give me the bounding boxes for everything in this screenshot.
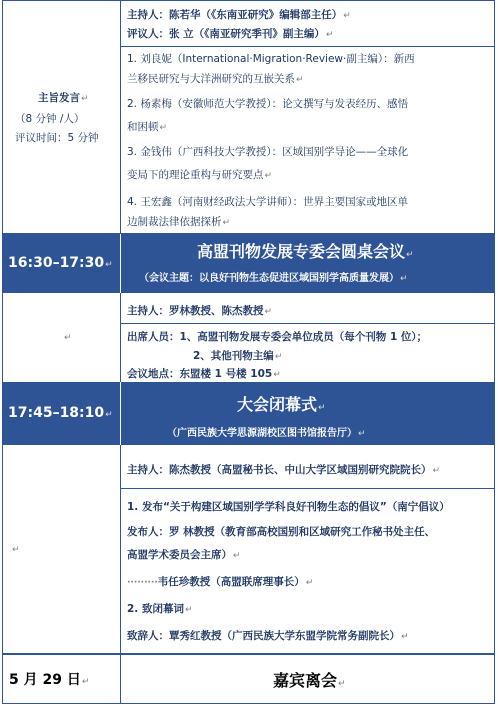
- talk-1-line1: 1. 刘良妮（International·Migration·Review·副主编）：新西: [127, 53, 415, 65]
- keynote-content-cell: [121, 1, 494, 233]
- closing-host: 主持人：陈杰教授（高盟秘书长、中山大学区域国别研究院院长）↵: [127, 464, 441, 476]
- talk-1-line2: 兰移民研究与大洋洲研究的互嵌关系↵: [127, 73, 304, 85]
- closing-detail-row: ↵ 主持人：陈杰教授（高盟秘书长、中山大学区域国别研究院院长）↵ 1. 发布“关于构建区域国别学学科良好刊物生态的倡议”（南宁倡议） 发布人：罗 林教授（教育部高校国别和区域研究工作秘书处主任、 高盟学术委员会主席）↵ ·········韦任珍教授（高盟联席理事长）↵ 2. 致闭幕词↵ 致辞人：覃秀红教授（广西民族大学东盟学院常务副院长）↵: [3, 445, 494, 653]
- schedule-table: [2, 0, 495, 704]
- keynote-reviewer: 评议人：张 立（《南亚研究季刊》副主编）↵: [127, 28, 334, 40]
- farewell-text: 嘉宾离会↵: [273, 671, 346, 690]
- keynote-title: 主旨发言↵: [38, 92, 89, 104]
- keynote-label-cell: [3, 1, 121, 233]
- talk-4-line1: 4. 王宏鑫（河南财经政法大学讲师）：世界主要国家或地区单: [127, 196, 409, 208]
- closing-time: 17:45–18:10↵: [8, 405, 113, 421]
- closing-venue: （广西民族大学思源湖校区图书馆报告厅）↵: [167, 428, 366, 439]
- roundtable-title: 高盟刊物发展专委会圆桌会议↵: [197, 242, 414, 261]
- talk-2-line1: 2. 杨素梅（安徽师范大学教授）：论文撰写与发表经历、感悟: [127, 98, 409, 110]
- keynote-host: 主持人：陈若华（《东南亚研究》编辑部主任）↵: [127, 9, 351, 21]
- roundtable-time: 16:30–17:30↵: [8, 255, 113, 271]
- roundtable-theme: （会议主题：以良好刊物生态促进区域国别学高质量发展）↵: [139, 273, 408, 284]
- keynote-time-rule: （8 分钟 /人）: [15, 113, 85, 125]
- roundtable-venue: 会议地点：东盟楼 1 号楼 105↵: [127, 368, 281, 380]
- talk-2-line2: 和困顿↵: [127, 121, 168, 133]
- review-time-rule: 评议时间：5 分钟: [15, 132, 99, 144]
- farewell-date: 5 月 29 日↵: [9, 672, 90, 688]
- talk-3-line1: 3. 金钱伟（广西科技大学教授）：区域国别学导论——全球化: [127, 146, 409, 158]
- closing-publisher-1b: 高盟学术委员会主席）↵: [127, 549, 241, 561]
- closing-publisher-2: ·········韦任珍教授（高盟联席理事长）↵: [127, 576, 314, 588]
- roundtable-detail-row: ↵ 主持人：罗林教授、陈杰教授↵ 出席人员：1、高盟刊物发展专委会单位成员（每个刊物 1 位）； 2、其他刊物主编↵ 会议地点：东盟楼 1 号楼 105↵: [3, 293, 494, 382]
- closing-title: 大会闭幕式↵: [237, 395, 326, 414]
- closing-item-1: 1. 发布“关于构建区域国别学学科良好刊物生态的倡议”（南宁倡议）: [127, 501, 450, 513]
- talk-3-line2: 变局下的理论重构与研究要点↵: [127, 169, 273, 181]
- talk-4-line2: 边制裁法律依据探析↵: [127, 216, 231, 228]
- closing-item-2: 2. 致闭幕词↵: [127, 603, 193, 615]
- roundtable-attendees: 出席人员：1、高盟刊物发展专委会单位成员（每个刊物 1 位）；: [127, 331, 428, 343]
- roundtable-host: 主持人：罗林教授、陈杰教授↵: [127, 305, 273, 317]
- closing-publisher-1: 发布人：罗 林教授（教育部高校国别和区域研究工作秘书处主任、: [127, 526, 436, 538]
- farewell-row: [3, 655, 494, 703]
- roundtable-attendees-2: 2、其他刊物主编↵: [193, 350, 283, 362]
- roundtable-header-row: [3, 234, 494, 293]
- closing-header-row: [3, 382, 494, 445]
- closing-speaker: 致辞人：覃秀红教授（广西民族大学东盟学院常务副院长）↵: [127, 630, 409, 642]
- keynote-row: [3, 1, 494, 233]
